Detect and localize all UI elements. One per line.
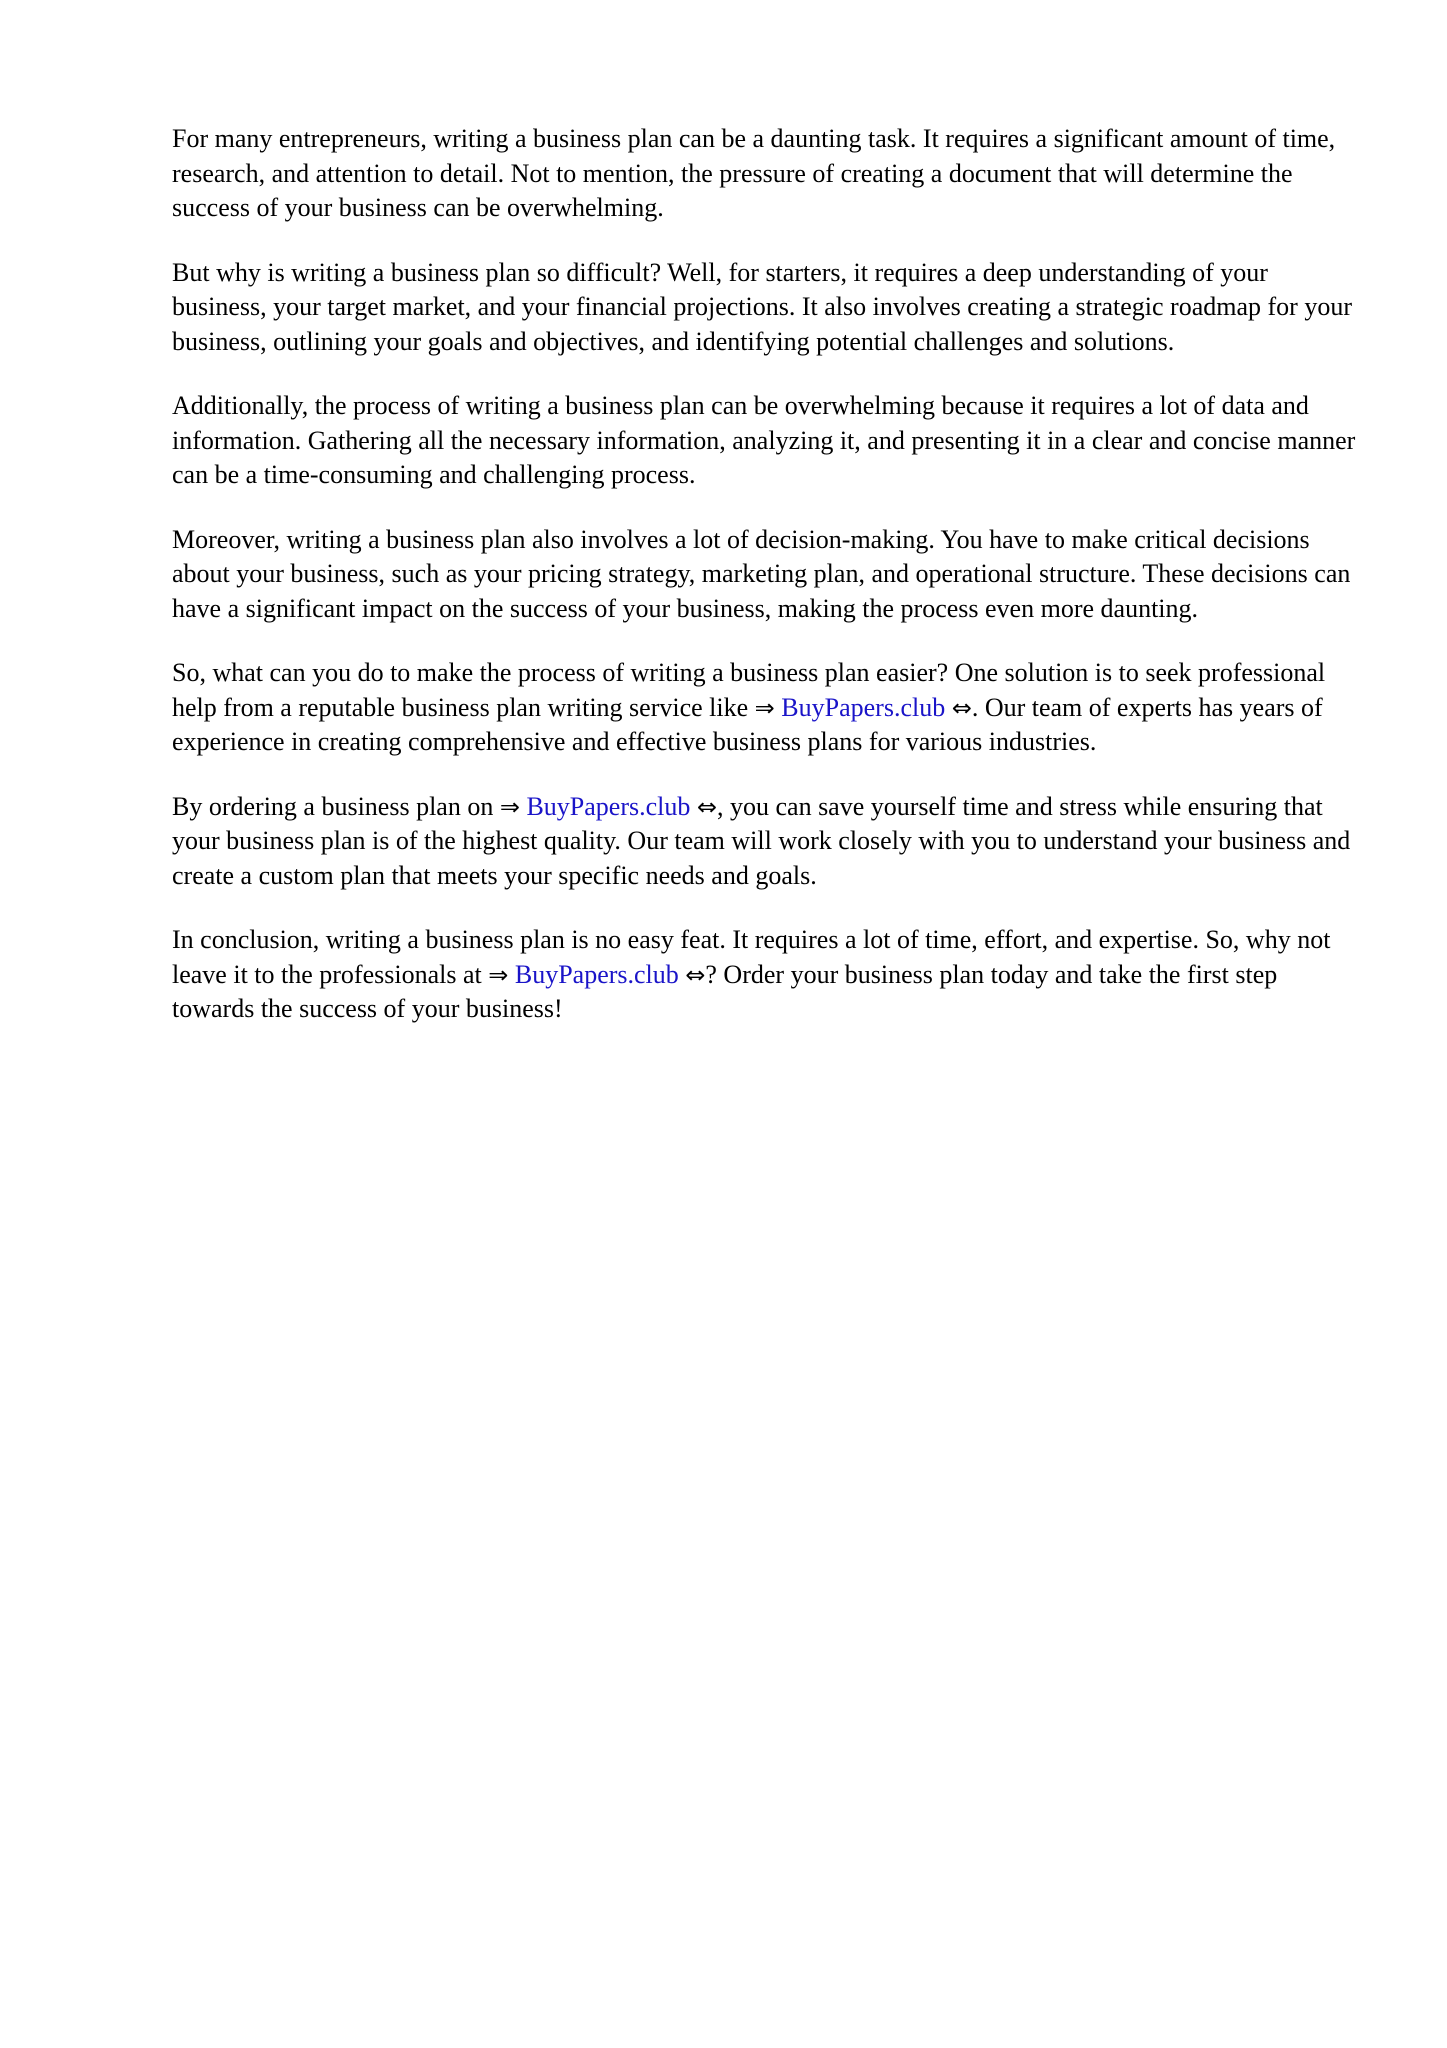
right-double-arrow-icon: ⇒ — [499, 792, 520, 821]
right-double-arrow-icon: ⇒ — [488, 960, 509, 989]
paragraph-data: Additionally, the process of writing a business plan can be overwhelming because it requires a lot of data and information. Gathering all the necessary information, analyzing it, and presenting it in a clear and concise manner can be a time-consuming and challenging process. — [172, 391, 1356, 489]
paragraph-solution-text-before: So, what can you do to make the process of writing a business plan easier? One solution is to seek professional help from a reputable business plan writing service like — [172, 658, 1326, 722]
document-body — [172, 122, 1362, 1057]
paragraph-conclusion-text-before: In conclusion, writing a business plan is no easy feat. It requires a lot of time, effort, and expertise. So, why not leave it to the professionals at — [172, 925, 1331, 989]
paragraph-solution — [172, 656, 1362, 760]
paragraph-ordering — [172, 790, 1362, 894]
buypapers-link[interactable]: BuyPapers.club — [514, 959, 679, 989]
right-double-arrow-icon: ⇒ — [754, 693, 775, 722]
left-right-double-arrow-icon: ⇔ — [696, 792, 717, 821]
paragraph-solution-text-after: . Our team of experts has years of experience in creating comprehensive and effective business plans for various industries. — [172, 692, 1323, 756]
paragraph-ordering-text-after: , you can save yourself time and stress while ensuring that your business plan is of the highest quality. Our team will work closely with you to understand your business and create a custom plan that meets your specific needs and goals. — [172, 791, 1351, 890]
paragraph-difficulty: But why is writing a business plan so difficult? Well, for starters, it requires a deep understanding of your business, your target market, and your financial projections. It also involves creating a strategic roadmap for your business, outlining your goals and objectives, and identifying potential challenges and solutions. — [172, 257, 1352, 356]
paragraph-intro: For many entrepreneurs, writing a business plan can be a daunting task. It requires a significant amount of time, research, and attention to detail. Not to mention, the pressure of creating a document that will determine the success of your business can be overwhelming. — [172, 124, 1336, 222]
buypapers-link[interactable]: BuyPapers.club — [781, 692, 946, 722]
left-right-double-arrow-icon: ⇔ — [951, 693, 972, 722]
paragraph-conclusion-text-after: ? Order your business plan today and take the first step towards the success of your business! — [172, 959, 1278, 1023]
paragraph-decisions: Moreover, writing a business plan also involves a lot of decision-making. You have to make critical decisions about your business, such as your pricing strategy, marketing plan, and operational structure. These decisions can have a significant impact on the success of your business, making the process even more daunting. — [172, 524, 1351, 623]
buypapers-link[interactable]: BuyPapers.club — [526, 791, 691, 821]
left-right-double-arrow-icon: ⇔ — [685, 960, 706, 989]
paragraph-ordering-text-before: By ordering a business plan on — [172, 791, 500, 821]
paragraph-conclusion — [172, 923, 1362, 1027]
